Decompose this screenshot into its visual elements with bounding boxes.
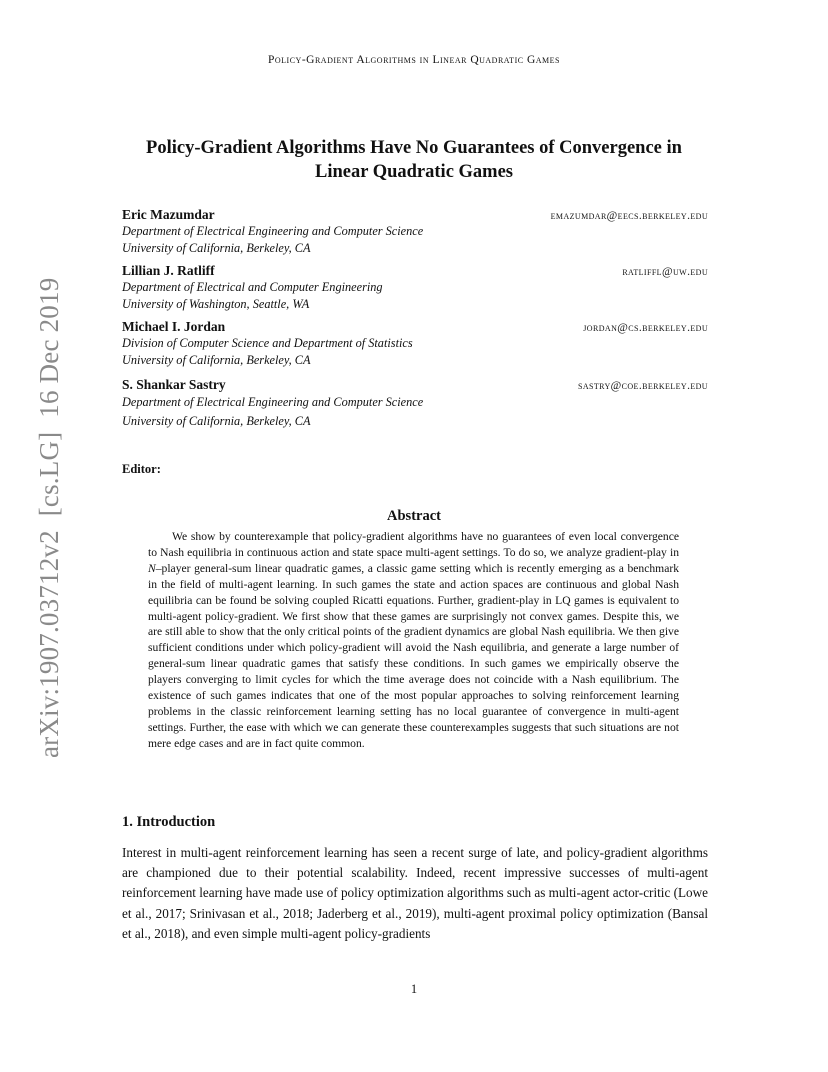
abstract-variable-n: N	[148, 561, 156, 575]
author-email[interactable]: emazumdar@eecs.berkeley.edu	[550, 210, 708, 222]
author-affiliation-dept: Department of Electrical and Computer Engineering	[122, 280, 383, 294]
author-affiliation-univ: University of California, Berkeley, CA	[122, 240, 311, 255]
author-affiliation-dept: Department of Electrical Engineering and Computer Science	[122, 224, 424, 238]
page-number: 1	[410, 982, 418, 996]
author-affiliation-univ: University of California, Berkeley, CA	[122, 352, 311, 367]
section-heading-introduction: 1. Introduction	[122, 814, 216, 830]
title-line-1: Policy-Gradient Algorithms Have No Guarantees of Convergence in	[146, 138, 682, 158]
author-name: Michael I. Jordan	[122, 319, 226, 334]
author-name: S. Shankar Sastry	[122, 377, 226, 392]
author-affiliation-univ: University of Washington, Seattle, WA	[122, 296, 310, 311]
author-name: Lillian J. Ratliff	[122, 263, 215, 278]
author-affiliation-dept: Division of Computer Science and Department of Statistics	[122, 336, 413, 350]
abstract-text-part-2: –player general-sum linear quadratic games, a classic game setting which is recently emerging as a benchmark in the field of multi-agent learning. In such games the state and action spaces are continuous and global Nash equilibria can be found be solving coupled Ricatti equations. Further, gradient-play in LQ games is equivalent to multi-agent policy-gradient. We first show that these games are surprisingly not convex games. Despite this, we are still able to show that the only critical points of the gradient dynamics are global Nash equilibria. We then give sufficient conditions under which policy-gradient will avoid the Nash equilibria, and generate a large number of general-sum linear quadratic games that satisfy these conditions. In such games we empirically observe the players converging to limit cycles for which the time average does not coincide with a Nash equilibrium. The existence of such games indicates that one of the most popular approaches to solving reinforcement learning problems in the classic reinforcement learning setting has no local guarantee of convergence in multi-agent settings. Further, the ease with which we can generate these counterexamples suggests that such situations are not mere edge cases and are in fact quite common.	[148, 561, 679, 750]
author-name: Eric Mazumdar	[122, 207, 215, 222]
editor-label: Editor:	[122, 462, 161, 476]
author-email[interactable]: jordan@cs.berkeley.edu	[583, 322, 708, 334]
running-head: Policy-Gradient Algorithms in Linear Quadratic Games	[268, 54, 560, 66]
title-line-2: Linear Quadratic Games	[314, 162, 513, 182]
introduction-paragraph: Interest in multi-agent reinforcement learning has seen a recent surge of late, and policy-gradient algorithms are championed due to their potential scalability. Indeed, recent impressive successes of multi-agent reinforcement learning have made use of policy optimization algorithms such as multi-agent actor-critic (Lowe et al., 2017; Srinivasan et al., 2018; Jaderberg et al., 2019), multi-agent proximal policy optimization (Bansal et al., 2018), and even simple multi-agent policy-gradients	[122, 845, 709, 941]
abstract-text-part-1: We show by counterexample that policy-gradient algorithms have no guarantees of even local convergence to Nash equilibria in continuous action and state space multi-agent settings. To do so, we analyze gradient-play in	[148, 530, 679, 559]
arxiv-identifier-stamp: arXiv:1907.03712v2 [cs.LG] 16 Dec 2019	[34, 277, 64, 758]
author-block	[122, 319, 708, 368]
author-email[interactable]: sastry@coe.berkeley.edu	[578, 380, 708, 392]
author-block	[122, 207, 708, 256]
author-affiliation-univ: University of California, Berkeley, CA	[122, 414, 311, 428]
author-block	[122, 377, 708, 431]
author-email[interactable]: ratliffl@uw.edu	[622, 266, 708, 278]
abstract-heading: Abstract	[387, 508, 441, 524]
abstract-text	[148, 529, 679, 752]
author-affiliation-dept: Department of Electrical Engineering and Computer Science	[122, 395, 424, 409]
paper-title	[120, 136, 708, 184]
author-block	[122, 263, 708, 312]
